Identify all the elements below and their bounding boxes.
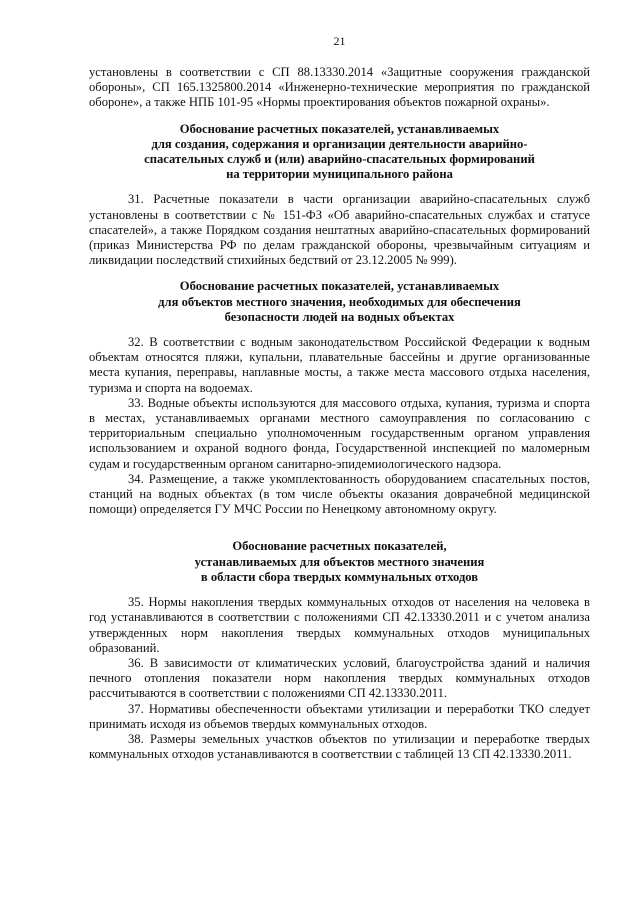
section-heading-line: безопасности людей на водных объектах	[224, 309, 455, 324]
paragraph: 34. Размещение, а также укомплектованность оборудованием спасательных постов, станций на водных объектах (в том числе объекты оказания доврачебной медицинской помощи) определяется ГУ МЧС России по Ненецкому автономному округу.	[89, 471, 590, 517]
section-heading	[89, 122, 590, 183]
document-body	[89, 65, 590, 762]
paragraph: 33. Водные объекты используются для массового отдыха, купания, туризма и спорта в местах, устанавливаемых органами местного самоуправления по согласованию с территориальным специально уполномоченным государственным органом управления использованием и охраной водного фонда, Государственной инспекцией по маломерным судам и государственным органом санитарно-эпидемиологического надзора.	[89, 395, 590, 471]
section-heading-line: устанавливаемых для объектов местного значения	[194, 554, 485, 569]
paragraph: 31. Расчетные показатели в части организации аварийно-спасательных служб установлены в соответствии с № 151-ФЗ «Об аварийно-спасательных службах и статусе спасателей», а также Порядком создания нештатных аварийно-спасательных формирований (приказ Министерства РФ по делам гражданской обороны, чрезвычайным ситуациям и ликвидации последствий стихийных бедствий от 23.12.2005 № 999).	[89, 192, 590, 268]
section-heading-line: в области сбора твердых коммунальных отходов	[200, 569, 479, 584]
section-heading-line: для объектов местного значения, необходимых для обеспечения	[158, 294, 521, 309]
paragraph: 38. Размеры земельных участков объектов по утилизации и переработке твердых коммунальных отходов устанавливаются в соответствии с таблицей 13 СП 42.13330.2011.	[89, 731, 590, 762]
section-heading-line: для создания, содержания и организации деятельности аварийно-	[151, 136, 528, 151]
paragraph: установлены в соответствии с СП 88.13330.2014 «Защитные сооружения гражданской обороны», СП 165.1325800.2014 «Инженерно-технические мероприятия по гражданской обороне», а также НПБ 101-95 «Нормы проектирования объектов пожарной охраны».	[89, 65, 590, 110]
section-heading-line: Обоснование расчетных показателей,	[232, 539, 447, 554]
paragraph: 35. Нормы накопления твердых коммунальных отходов от населения на человека в год устанавливаются в соответствии с положениями СП 42.13330.2011 и с учетом анализа утвержденных норм накопления твердых коммунальных отходов муниципальных образований.	[89, 595, 590, 655]
paragraph: 36. В зависимости от климатических условий, благоустройства зданий и наличия печного отопления показатели норм накопления твердых коммунальных отходов рассчитываются в соответствии с положениями СП 42.13330.2011.	[89, 655, 590, 701]
paragraph: 37. Нормативы обеспеченности объектами утилизации и переработки ТКО следует принимать исходя из объемов твердых коммунальных отходов.	[89, 701, 590, 731]
page-number: 21	[333, 34, 346, 48]
section-heading-line: Обоснование расчетных показателей, устанавливаемых	[179, 121, 500, 136]
section-heading-line: Обоснование расчетных показателей, устанавливаемых	[179, 279, 500, 294]
section-heading-line: на территории муниципального района	[226, 167, 453, 182]
section-heading-line: спасательных служб и (или) аварийно-спасательных формирований	[144, 152, 535, 167]
section-heading	[89, 539, 590, 585]
section-heading	[89, 279, 590, 325]
paragraph: 32. В соответствии с водным законодательством Российской Федерации к водным объектам относятся пляжи, купальни, плавательные бассейны и другие организованные места купания, переправы, наплавные мосты, а также места массового отдыха населения, туризма и спорта на водоемах.	[89, 335, 590, 395]
